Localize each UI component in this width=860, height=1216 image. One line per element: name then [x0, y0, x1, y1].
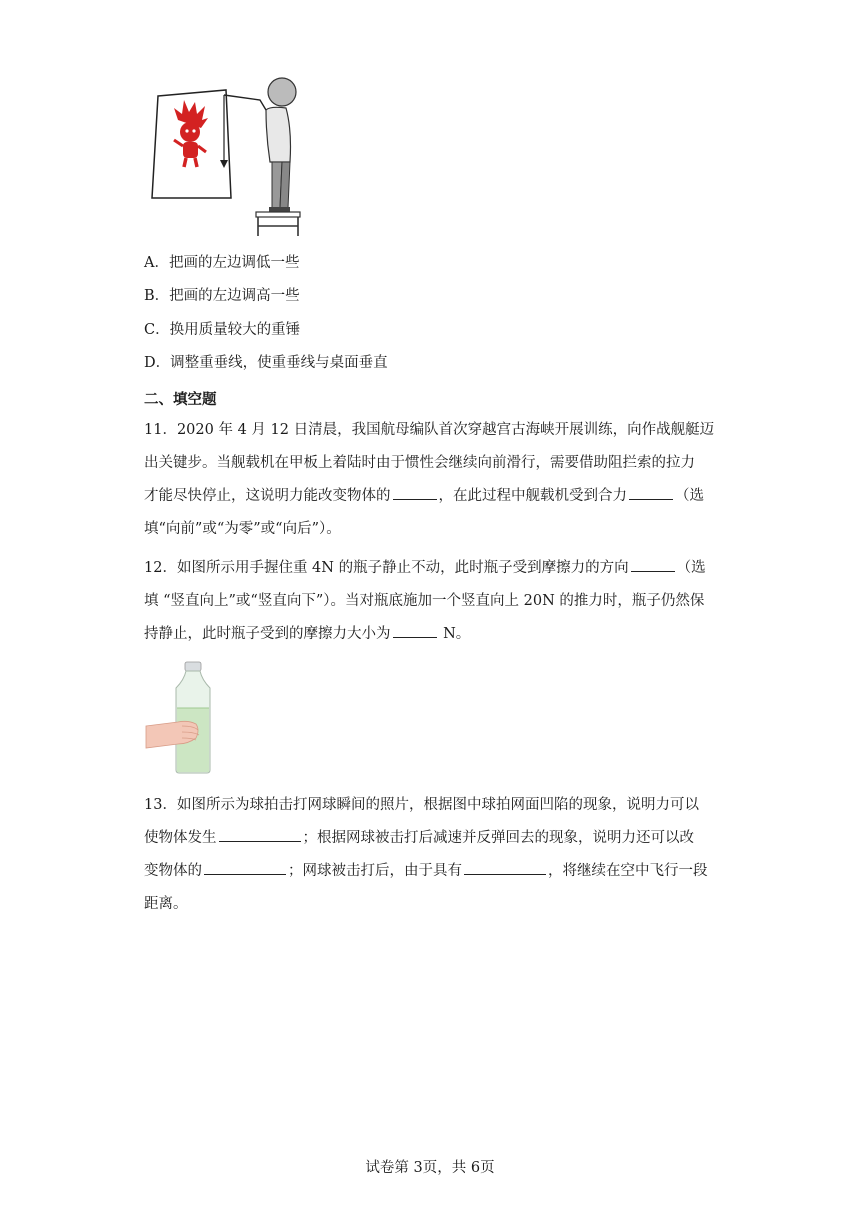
option-letter: B． [144, 288, 170, 304]
picture-hanging-figure [148, 70, 308, 240]
question-13 [144, 789, 718, 921]
option-a [144, 253, 299, 273]
answer-blank[interactable] [629, 485, 673, 500]
question-line: 11．2020 年 4 月 12 日清晨，我国航母编队首次穿越宫古海峡开展训练，向作战舰艇迈 [144, 422, 715, 438]
bottle [176, 662, 210, 773]
question-line: 出关键步。当舰载机在甲板上着陆时由于惯性会继续向前滑行，需要借助阻拦索的拉力 [144, 455, 695, 471]
answer-blank[interactable] [393, 485, 437, 500]
answer-blank[interactable] [393, 623, 437, 638]
question-line: 距离。 [144, 896, 188, 912]
question-12 [144, 552, 718, 651]
question-11 [144, 414, 718, 546]
option-letter: D． [144, 355, 171, 371]
question-line: 13．如图所示为球拍击打网球瞬间的照片，根据图中球拍网面凹陷的现象，说明力可以 [144, 797, 699, 813]
question-line: 使物体发生 ；根据网球被击打后减速并反弹回去的现象，说明力还可以改 [144, 822, 718, 855]
option-c [144, 320, 300, 340]
answer-blank[interactable] [631, 557, 675, 572]
question-line: 12．如图所示用手握住重 4N 的瓶子静止不动，此时瓶子受到摩擦力的方向 （选 [144, 552, 718, 585]
bottle-in-hand-figure [144, 660, 220, 776]
answer-blank[interactable] [204, 860, 286, 875]
option-text: 换用质量较大的重锤 [169, 322, 301, 338]
answer-blank[interactable] [464, 860, 546, 875]
option-letter: A． [144, 255, 169, 271]
option-b [144, 286, 300, 306]
question-line: 持静止，此时瓶子受到的摩擦力大小为 N。 [144, 618, 718, 651]
answer-blank[interactable] [219, 827, 301, 842]
page-footer: 试卷第 3页，共 6页 [365, 1160, 495, 1176]
question-line: 填 “竖直向上”或“竖直向下”）。当对瓶底施加一个竖直向上 20N 的推力时，瓶子仍然保 [144, 593, 705, 609]
option-letter: C． [144, 322, 170, 338]
question-line: 填“向前”或“为零”或“向后”）。 [144, 521, 341, 537]
option-d [144, 353, 388, 373]
option-text: 把画的左边调高一些 [169, 288, 300, 304]
question-line: 变物体的 ；网球被击打后，由于具有 ，将继续在空中飞行一段 [144, 855, 718, 888]
section-title: 二、填空题 [144, 392, 217, 408]
question-line: 才能尽快停止，这说明力能改变物体的 ，在此过程中舰载机受到合力 （选 [144, 480, 718, 513]
man-figure [266, 78, 296, 212]
option-text: 调整重垂线，使重垂线与桌面垂直 [170, 355, 388, 371]
option-text: 把画的左边调低一些 [168, 255, 300, 271]
stool [256, 212, 300, 236]
